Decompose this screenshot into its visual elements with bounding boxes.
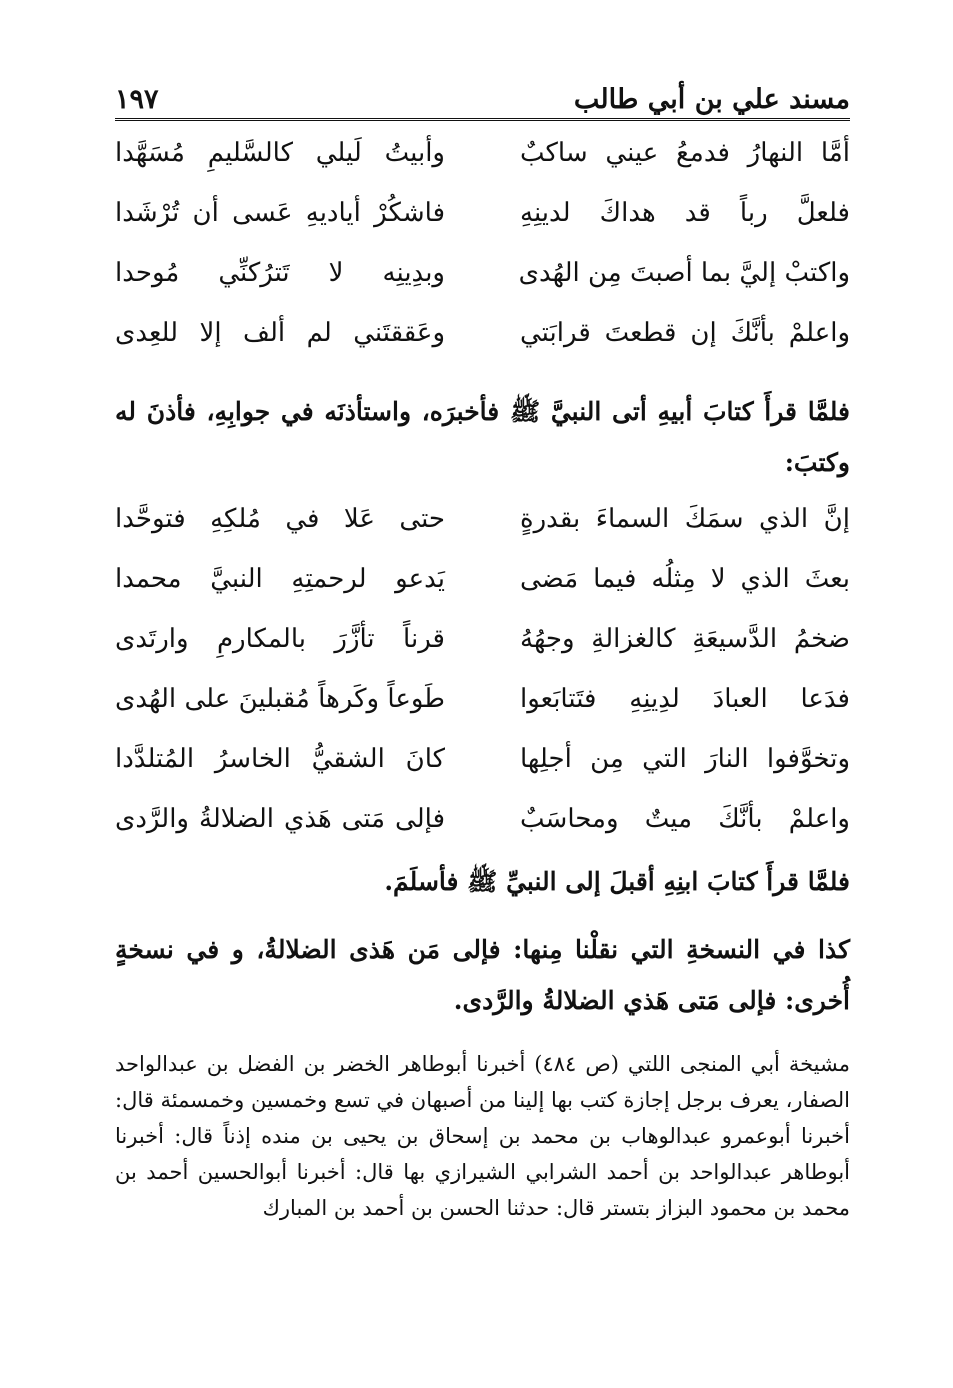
verse-first-hemistich: واكتبْ إليَّ بما أصبتَ مِن الهُدى — [518, 258, 850, 288]
source-citation-paragraph: مشيخة أبي المنجى اللتي (ص ٤٨٤) أخبرنا أبوطاهر الخضر بن الفضل بن عبدالواحد الصفار، يعرف برجل إجازة كتب بها إلينا من أصبهان في تسع وخمسين وخمسمئة قال: أخبرنا أبوعمرو عبدالوهاب بن محمد بن إسحاق بن يحيى بن منده إذناً قال: أخبرنا أبوطاهر عبدالواحد بن أحمد الشرابي الشيرازي بها قال: أخبرنا أبوالحسين أحمد بن محمد بن محمود البزاز بتستر قال: حدثنا الحسن بن أحمد بن المبارك — [115, 1052, 850, 1220]
verse-first-hemistich: وتخوَّفوا النارَ التي مِن أجلِها — [520, 744, 850, 774]
page-header — [115, 78, 850, 121]
poem-son — [115, 494, 850, 854]
verse-first-hemistich: بعثَ الذي لا مِثلُه فيما مَضى — [520, 564, 850, 594]
verse-line — [115, 188, 850, 248]
book-title: مسند علي بن أبي طالب — [573, 84, 850, 115]
narrative-paragraph: فلمَّا قرأَ كتابَ ابنِهِ أقبلَ إلى النبيِّ ﷺ فأسلَمَ. — [384, 867, 850, 896]
verse-first-hemistich: واعلمْ بأنَّكَ ميتٌ ومحاسَبٌ — [520, 804, 850, 834]
verse-line — [115, 734, 850, 794]
verse-line — [115, 494, 850, 554]
verse-second-hemistich: قرناً تأزَّرَ بالمكارمِ وارتَدى — [115, 624, 445, 654]
verse-second-hemistich: فإلى مَتى هَذي الضلالةُ والرَّدى — [115, 804, 445, 834]
verse-first-hemistich: أمَّا النهارُ فدمعُ عيني ساكبٌ — [520, 138, 850, 168]
verse-first-hemistich: ضخمُ الدَّسيعَةِ كالغزالةِ وجهُهُ — [520, 624, 850, 654]
verse-second-hemistich: وعَققتَني لم ألف إلا للعِدى — [115, 318, 445, 348]
verse-line — [115, 614, 850, 674]
page-number: ١٩٧ — [115, 84, 159, 115]
verse-line — [115, 794, 850, 854]
verse-second-hemistich: طَوعاً وكَرهاً مُقبلينَ على الهُدى — [115, 684, 445, 714]
verse-first-hemistich: إنَّ الذي سمَكَ السماءَ بقدرةٍ — [520, 504, 850, 534]
verse-first-hemistich: فلعلَّ رباً قد هداكَ لدينِهِ — [520, 198, 850, 228]
verse-line — [115, 248, 850, 308]
verse-line — [115, 674, 850, 734]
verse-second-hemistich: يَدعو لرحمتِهِ النبيَّ محمدا — [115, 564, 445, 594]
verse-first-hemistich: فدَعا العبادَ لدِينِهِ فتَتابَعوا — [520, 684, 850, 714]
verse-first-hemistich: واعلمْ بأنَّكَ إن قطعتَ قرابَتي — [520, 318, 850, 348]
verse-line — [115, 308, 850, 368]
verse-second-hemistich: حتى عَلا في مُلكِهِ فتوحَّدا — [115, 504, 445, 534]
narrative-paragraph: فلمَّا قرأَ كتابَ أبيهِ أتى النبيَّ ﷺ فأخبرَه، واستأذنَه في جوابِهِ، فأذنَ له وكتبَ: — [115, 397, 850, 477]
verse-second-hemistich: كانَ الشقيُّ الخاسرُ المُتلدَّدا — [115, 744, 445, 774]
poem-father — [115, 128, 850, 368]
verse-line — [115, 554, 850, 614]
verse-second-hemistich: فاشكُرْ أياديهِ عَسى أن تُرْشَدا — [115, 198, 445, 228]
verse-second-hemistich: وأبيتُ لَيلي كالسَّليمِ مُسَهَّدا — [115, 138, 445, 168]
manuscript-note: كذا في النسخةِ التي نقلْنا مِنها: فإلى مَن هَذى الضلالةُ، و في نسخةٍ أُخرى: فإلى مَتى هَذي الضلالةُ والرَّدى. — [115, 935, 850, 1015]
verse-second-hemistich: وبدِينِه لا تَترُكنِّي مُوحدا — [115, 258, 445, 288]
verse-line — [115, 128, 850, 188]
